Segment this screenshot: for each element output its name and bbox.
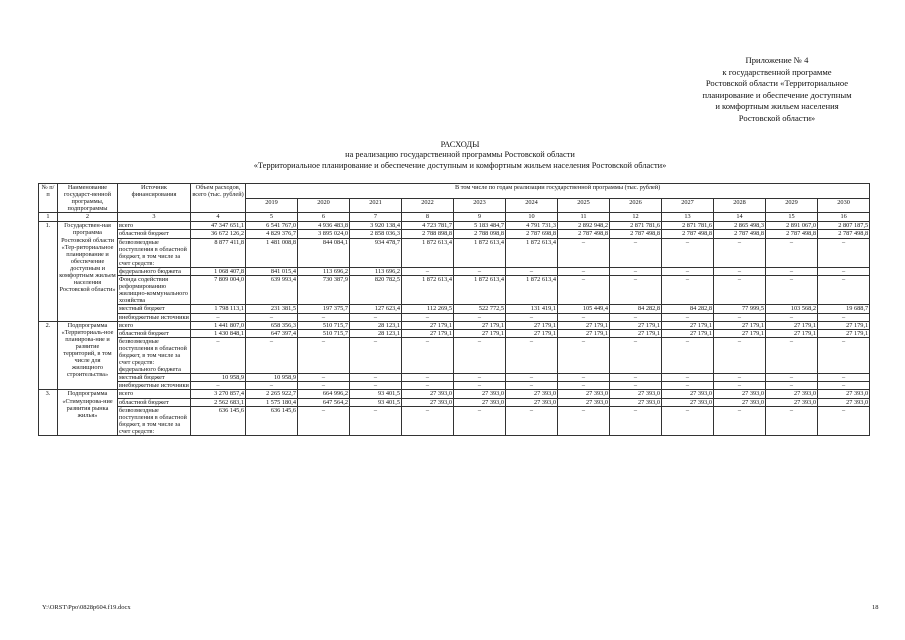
year-value: 27 179,1 (558, 329, 610, 337)
title-line: на реализацию государственной программы Ростовской области (345, 150, 575, 160)
year-value: 27 393,0 (610, 398, 662, 406)
year-value: 4 936 483,8 (298, 222, 350, 230)
header-year: 2020 (298, 198, 350, 213)
year-value: 93 401,5 (350, 398, 402, 406)
year-value: – (610, 267, 662, 275)
year-value: – (558, 267, 610, 275)
year-value: 1 575 180,4 (246, 398, 298, 406)
year-value: – (402, 337, 454, 373)
total-value: 3 270 857,4 (191, 390, 246, 398)
year-value: – (246, 337, 298, 373)
header-year: 2019 (246, 198, 298, 213)
header-year: 2022 (402, 198, 454, 213)
total-value: 8 877 411,8 (191, 238, 246, 267)
total-value: – (191, 382, 246, 390)
funding-source: местный бюджет (118, 374, 191, 382)
year-value: – (454, 337, 506, 373)
year-value: 841 015,4 (246, 267, 298, 275)
year-value: – (558, 382, 610, 390)
year-value: 2 871 781,6 (662, 222, 714, 230)
year-value: – (714, 337, 766, 373)
year-value: 10 958,9 (246, 374, 298, 382)
year-value: 27 393,0 (454, 398, 506, 406)
funding-source: местный бюджет (118, 305, 191, 313)
year-value: 27 179,1 (610, 329, 662, 337)
year-value: – (818, 382, 870, 390)
year-value: 197 375,7 (298, 305, 350, 313)
header-source: Источник финансирования (118, 184, 191, 213)
year-value: – (246, 382, 298, 390)
year-value: 2 807 187,5 (818, 222, 870, 230)
year-value: – (818, 238, 870, 267)
year-value: – (454, 313, 506, 321)
funding-source: внебюджетные источники (119, 382, 189, 390)
year-value: – (298, 382, 350, 390)
year-value: – (610, 406, 662, 435)
column-number: 16 (818, 213, 870, 222)
column-number: 2 (58, 213, 118, 222)
year-value: – (766, 313, 818, 321)
year-value: 27 179,1 (402, 321, 454, 329)
year-value: 1 872 613,4 (402, 238, 454, 267)
year-value: 636 145,6 (246, 406, 298, 435)
table-row (39, 267, 870, 275)
column-number: 9 (454, 213, 506, 222)
year-value: 27 179,1 (506, 321, 558, 329)
year-value: 103 568,2 (766, 305, 818, 313)
total-value: 47 347 651,1 (191, 222, 246, 230)
year-value: 127 623,4 (350, 305, 402, 313)
year-value: 27 393,0 (454, 390, 506, 398)
year-value: 231 381,5 (246, 305, 298, 313)
table-body (39, 222, 870, 436)
year-value: – (610, 238, 662, 267)
year-value: 105 449,4 (558, 305, 610, 313)
year-value: – (714, 276, 766, 305)
year-value: 27 179,1 (454, 329, 506, 337)
year-value: – (818, 374, 870, 382)
year-value: 730 387,9 (298, 276, 350, 305)
table-row (39, 321, 870, 329)
row-number: 3. (39, 390, 58, 436)
year-value: 934 478,7 (350, 238, 402, 267)
year-value: 27 179,1 (714, 321, 766, 329)
year-value: – (454, 374, 506, 382)
column-number: 14 (714, 213, 766, 222)
column-number: 4 (191, 213, 246, 222)
year-value: – (402, 267, 454, 275)
year-value: 647 397,4 (246, 329, 298, 337)
header-year: 2025 (558, 198, 610, 213)
year-value: – (506, 406, 558, 435)
funding-source: всего (118, 222, 191, 230)
year-value: 1 872 613,4 (506, 238, 558, 267)
total-value: 2 562 683,1 (191, 398, 246, 406)
header-year: 2029 (766, 198, 818, 213)
header-year: 2021 (350, 198, 402, 213)
year-value: – (818, 337, 870, 373)
year-value: 27 393,0 (558, 398, 610, 406)
year-value: 522 772,5 (454, 305, 506, 313)
year-value: 27 393,0 (558, 390, 610, 398)
total-value: 1 798 113,1 (191, 305, 246, 313)
year-value: 4 791 731,3 (506, 222, 558, 230)
column-numbers-row (39, 213, 870, 222)
year-value: – (818, 313, 870, 321)
table-row (39, 406, 870, 435)
year-value: 27 393,0 (766, 390, 818, 398)
year-value: 28 123,1 (350, 321, 402, 329)
year-value: 27 179,1 (662, 321, 714, 329)
year-value: 2 788 898,8 (402, 230, 454, 238)
year-value: 2 891 067,0 (766, 222, 818, 230)
year-value: – (506, 374, 558, 382)
table-row (39, 374, 870, 382)
year-value: 2 787 498,8 (610, 230, 662, 238)
row-number: 2. (39, 321, 58, 390)
year-value: – (506, 313, 558, 321)
year-value: – (662, 238, 714, 267)
year-value: – (766, 238, 818, 267)
year-value: 27 393,0 (610, 390, 662, 398)
table-row (39, 222, 870, 230)
year-value: 2 871 781,6 (610, 222, 662, 230)
header-num: № п/п (39, 184, 58, 213)
column-number: 1 (39, 213, 58, 222)
year-value: – (610, 382, 662, 390)
year-value: 2 265 922,7 (246, 390, 298, 398)
year-value: 27 393,0 (506, 390, 558, 398)
year-value: – (766, 276, 818, 305)
funding-source: безвозмездные поступления в областной бюджет, в том числе за счет средств: (118, 406, 191, 435)
year-value: – (350, 406, 402, 435)
funding-source: всего (118, 390, 191, 398)
year-value: 2 787 498,8 (766, 230, 818, 238)
year-value: 27 179,1 (766, 329, 818, 337)
year-value: 3 920 138,4 (350, 222, 402, 230)
year-value: – (298, 406, 350, 435)
annex-line: Приложение № 4 (745, 55, 809, 65)
year-value: – (350, 374, 402, 382)
year-value: 27 393,0 (506, 398, 558, 406)
year-value: – (610, 276, 662, 305)
year-value: – (610, 313, 662, 321)
year-value: 1 872 613,4 (402, 276, 454, 305)
page-number: 18 (872, 604, 879, 611)
year-value: 28 123,1 (350, 329, 402, 337)
year-value: 84 282,8 (610, 305, 662, 313)
year-value: – (662, 267, 714, 275)
column-number: 12 (610, 213, 662, 222)
table-header (39, 184, 870, 222)
year-value: – (350, 337, 402, 373)
year-value: – (714, 238, 766, 267)
year-value: – (558, 313, 610, 321)
year-value: – (766, 337, 818, 373)
column-number: 6 (298, 213, 350, 222)
year-value: – (766, 382, 818, 390)
year-value: – (402, 313, 454, 321)
funding-source: внебюджетные источники (119, 313, 189, 321)
year-value: 113 696,2 (298, 267, 350, 275)
year-value: – (558, 374, 610, 382)
table-row (39, 398, 870, 406)
annex-line: Ростовской области «Территориальное (705, 78, 849, 88)
year-value: 27 179,1 (402, 329, 454, 337)
header-year: 2028 (714, 198, 766, 213)
year-value: 4 829 376,7 (246, 230, 298, 238)
title-line: «Территориальное планирование и обеспечение доступным и комфортным жильем населения Ростовской области» (253, 160, 667, 170)
year-value: 77 999,5 (714, 305, 766, 313)
header-year: 2024 (506, 198, 558, 213)
year-value: – (558, 238, 610, 267)
total-value: 636 145,6 (191, 406, 246, 435)
year-value: – (402, 374, 454, 382)
annex-note (672, 55, 882, 124)
year-value: – (454, 406, 506, 435)
program-name: Подпрограмма «Стимулирова-ние развития рынка жилья» (58, 390, 118, 436)
year-value: 820 782,5 (350, 276, 402, 305)
year-value: 2 787 698,8 (506, 230, 558, 238)
year-value: – (714, 382, 766, 390)
year-value: – (766, 267, 818, 275)
year-value: 1 481 008,8 (246, 238, 298, 267)
column-number: 11 (558, 213, 610, 222)
year-value: 27 179,1 (506, 329, 558, 337)
year-value: – (610, 374, 662, 382)
table-row (39, 313, 870, 321)
year-value: – (662, 382, 714, 390)
year-value: 510 715,7 (298, 329, 350, 337)
year-value: – (454, 267, 506, 275)
year-value: 93 401,5 (350, 390, 402, 398)
year-value: 27 179,1 (766, 321, 818, 329)
annex-line: и комфортным жильем населения (715, 101, 839, 111)
year-value: 2 787 498,8 (818, 230, 870, 238)
total-value: – (191, 313, 246, 321)
year-value: 27 393,0 (402, 390, 454, 398)
header-year: 2030 (818, 198, 870, 213)
funding-source: областной бюджет (118, 398, 191, 406)
year-value: 1 872 613,4 (454, 276, 506, 305)
year-value: 3 895 024,0 (298, 230, 350, 238)
funding-source: областной бюджет (118, 329, 191, 337)
year-value: 112 269,5 (402, 305, 454, 313)
total-value: – (191, 337, 246, 373)
table-row (39, 238, 870, 267)
year-value: – (818, 406, 870, 435)
header-name: Наименование государст-венной программы, подпрограммы (58, 184, 118, 213)
year-value: 27 179,1 (558, 321, 610, 329)
year-value: – (558, 276, 610, 305)
year-value: 27 179,1 (818, 321, 870, 329)
year-value: – (402, 382, 454, 390)
table-row (39, 329, 870, 337)
year-value: 27 179,1 (714, 329, 766, 337)
table-row (39, 305, 870, 313)
total-value: 1 441 807,0 (191, 321, 246, 329)
column-number: 3 (118, 213, 191, 222)
year-value: – (610, 337, 662, 373)
year-value: – (818, 276, 870, 305)
annex-line: Ростовской области» (738, 112, 816, 123)
expenses-table (38, 183, 870, 436)
total-value: 10 958,9 (191, 374, 246, 382)
year-value: 19 688,7 (818, 305, 870, 313)
year-value: 2 787 498,8 (714, 230, 766, 238)
funding-source: безвозмездные поступления в областной бюджет, в том числе за счет средств: (118, 238, 191, 267)
year-value: – (714, 374, 766, 382)
total-value: 36 672 126,2 (191, 230, 246, 238)
year-value: – (298, 374, 350, 382)
year-value: – (662, 374, 714, 382)
funding-source: всего (118, 321, 191, 329)
year-value: – (818, 267, 870, 275)
year-value: – (714, 406, 766, 435)
year-value: 131 419,1 (506, 305, 558, 313)
year-value: 27 393,0 (662, 390, 714, 398)
table-row (39, 382, 870, 390)
funding-source: Фонда содействия реформированию жилищно-коммунального хозяйства (118, 276, 191, 305)
year-value: – (350, 382, 402, 390)
year-value: – (454, 382, 506, 390)
year-value: 27 393,0 (402, 398, 454, 406)
funding-source: федерального бюджета (118, 267, 191, 275)
table-row (39, 276, 870, 305)
year-value: – (298, 337, 350, 373)
year-value: – (714, 267, 766, 275)
year-value: – (766, 374, 818, 382)
year-value: 27 179,1 (662, 329, 714, 337)
year-value: – (766, 406, 818, 435)
funding-source: областной бюджет (118, 230, 191, 238)
year-value: 27 393,0 (714, 390, 766, 398)
annex-line: планирование и обеспечение доступным (702, 89, 852, 100)
column-number: 10 (506, 213, 558, 222)
header-year: 2026 (610, 198, 662, 213)
year-value: 27 393,0 (766, 398, 818, 406)
row-number: 1. (39, 222, 58, 321)
year-value: – (558, 337, 610, 373)
year-value: 1 872 613,4 (454, 238, 506, 267)
total-value: 1 430 848,1 (191, 329, 246, 337)
year-value: 2 787 498,8 (558, 230, 610, 238)
annex-line: к государственной программе (722, 66, 832, 77)
year-value: – (506, 337, 558, 373)
year-value: 2 787 498,8 (662, 230, 714, 238)
year-value: – (714, 313, 766, 321)
year-value: – (662, 276, 714, 305)
file-path: Y:\ORST\Ppo\0828p604.f19.docx (42, 604, 131, 611)
column-number: 13 (662, 213, 714, 222)
year-value: 5 183 484,7 (454, 222, 506, 230)
program-name: Подпрограмма «Территориаль-ное планирова-ние и развитие территорий, в том числе для жилищного строительства» (58, 321, 118, 390)
header-year: 2027 (662, 198, 714, 213)
year-value: 2 788 098,8 (454, 230, 506, 238)
year-value: – (246, 313, 298, 321)
year-value: – (506, 267, 558, 275)
year-value: 510 715,7 (298, 321, 350, 329)
year-value: – (402, 406, 454, 435)
year-value: 647 564,2 (298, 398, 350, 406)
year-value: 6 541 767,0 (246, 222, 298, 230)
year-value: – (662, 313, 714, 321)
column-number: 8 (402, 213, 454, 222)
year-value: 658 356,3 (246, 321, 298, 329)
header-years-caption: В том числе по годам реализации государственной программы (тыс. рублей) (246, 184, 870, 199)
table-row (39, 230, 870, 238)
year-value: 27 393,0 (714, 398, 766, 406)
header-year: 2023 (454, 198, 506, 213)
program-name: Государствен-ная программа Ростовской области «Тер-риториальное планирование и обеспечение доступным и комфортным жильем населения Ростовской области» (58, 222, 118, 321)
header-volume: Объем расходов, всего (тыс. рублей) (191, 184, 246, 213)
year-value: – (662, 337, 714, 373)
total-value: 1 068 407,8 (191, 267, 246, 275)
funding-source: безвозмездные поступления в областной бюджет, в том числе за счет средств: федерального бюджета (118, 337, 191, 373)
year-value: 27 393,0 (818, 398, 870, 406)
year-value: 27 393,0 (818, 390, 870, 398)
year-value: 2 865 498,3 (714, 222, 766, 230)
table-row (39, 337, 870, 373)
year-value: 639 993,4 (246, 276, 298, 305)
year-value: 2 892 948,2 (558, 222, 610, 230)
table-row (39, 390, 870, 398)
column-number: 15 (766, 213, 818, 222)
year-value: 113 696,2 (350, 267, 402, 275)
year-value: 4 723 781,7 (402, 222, 454, 230)
year-value: 84 282,8 (662, 305, 714, 313)
year-value: 664 996,2 (298, 390, 350, 398)
year-value: 2 858 036,3 (350, 230, 402, 238)
column-number: 5 (246, 213, 298, 222)
total-value: 7 809 004,0 (191, 276, 246, 305)
year-value: – (662, 406, 714, 435)
year-value: – (298, 313, 350, 321)
year-value: 27 179,1 (610, 321, 662, 329)
year-value: 844 084,1 (298, 238, 350, 267)
year-value: 27 179,1 (818, 329, 870, 337)
year-value: 27 179,1 (454, 321, 506, 329)
title-line: РАСХОДЫ (440, 140, 480, 149)
year-value: 1 872 613,4 (506, 276, 558, 305)
year-value: 27 393,0 (662, 398, 714, 406)
year-value: – (558, 406, 610, 435)
year-value: – (506, 382, 558, 390)
year-value: – (350, 313, 402, 321)
column-number: 7 (350, 213, 402, 222)
document-title (150, 140, 770, 171)
